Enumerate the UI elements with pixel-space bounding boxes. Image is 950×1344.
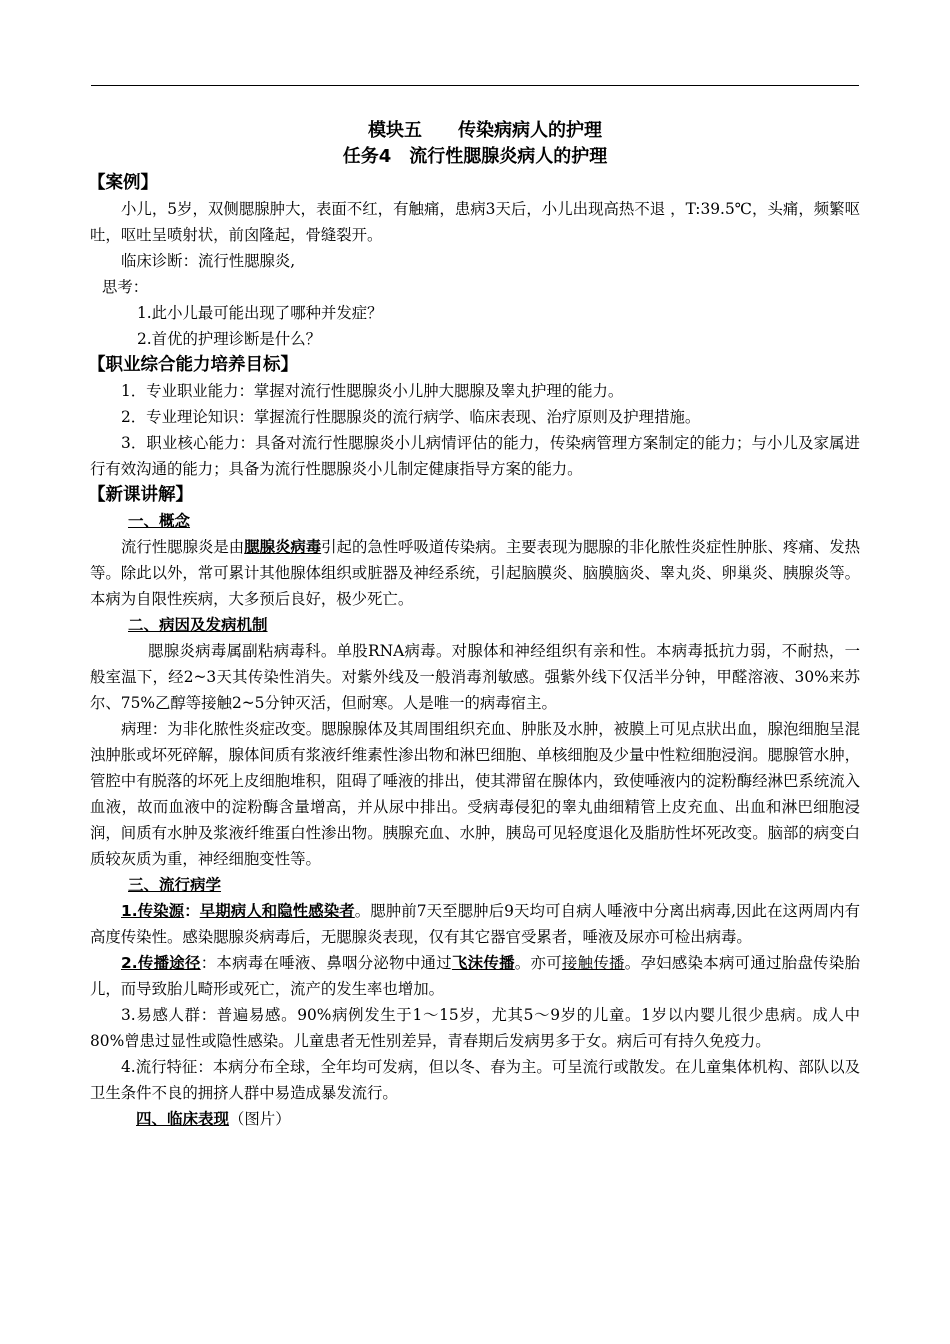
route-label: 2.传播途径 [121, 954, 201, 972]
clinical-note: （图片） [229, 1110, 291, 1128]
module-title: 模块五 传染病病人的护理 [368, 120, 602, 141]
concept-highlight: 腮腺炎病毒 [244, 538, 322, 556]
source-paragraph [90, 898, 860, 950]
pathology-paragraph: 病理：为非化脓性炎症改变。腮腺腺体及其周围组织充血、肿胀及水肿，被膜上可见点狀出血，腺泡细胞呈混浊肿胀或坏死碎解，腺体间质有浆液纤维素性渗出物和淋巴细胞、单核细胞及少量中性粒细胞浸润。腮腺管水肿，管腔中有脱落的坏死上皮细胞堆积，阻碍了唾液的排出，使其滞留在腺体内，致使唾液内的淀粉酶经淋巴系统流入血液，故而血液中的淀粉酶含量增高，并从尿中排出。受病毒侵犯的睾丸曲细精管上皮充血、出血和淋巴细胞浸润，间质有水肿及浆液纤维蛋白性渗出物。胰腺充血、水肿，胰岛可见轻度退化及脂肪性坏死改变。脑部的病变白质较灰质为重，神经细胞变性等。 [90, 720, 860, 868]
source-label: 1.传染源 [121, 902, 185, 920]
features-paragraph: 4.流行特征：本病分布全球，全年均可发病，但以冬、春为主。可呈流行或散发。在儿童集体机构、部队以及卫生条件不良的拥挤人群中易造成暴发流行。 [90, 1058, 860, 1102]
etiology-heading: 二、病因及发病机制 [128, 616, 268, 634]
route-paragraph [90, 950, 860, 1002]
source-colon: ： [184, 902, 200, 920]
goal-item-3: 3．职业核心能力：具备对流行性腮腺炎小儿病情评估的能力，传染病管理方案制定的能力；与小儿及家属进行有效沟通的能力；具备为流行性腮腺炎小儿制定健康指导方案的能力。 [90, 434, 860, 478]
route-post: 。孕妇感染本病可通过胎盘传染胎儿，而导致胎儿畸形或死亡，流产的发生率也增加。 [90, 954, 860, 998]
lesson-heading: 【新课讲解】 [88, 485, 193, 505]
epidemiology-heading: 三、流行病学 [128, 876, 222, 894]
question-1: 1.此小儿最可能出现了哪种并发症？ [137, 304, 383, 322]
susceptible-paragraph: 3.易感人群：普遍易感。90%病例发生于1～15岁，尤其5～9岁的儿童。1岁以内婴儿很少患病。成人中80%曾患过显性或隐性感染。儿童患者无性别差异，青春期后发病男多于女。病后可有持久免疫力。 [90, 1006, 860, 1050]
case-text: 小儿，5岁，双侧腮腺肿大，表面不红，有触痛，患病3天后，小儿出现高热不退 ，T:39.5℃，头痛，频繁呕吐，呕吐呈喷射状，前囟隆起，骨缝裂开。 [90, 200, 860, 244]
document-body [90, 118, 860, 1132]
source-text: 。腮肿前7天至腮肿后9天均可自病人唾液中分离出病毒,因此在这两周内有高度传染性。感染腮腺炎病毒后，无腮腺炎表现，仅有其它器官受累者，唾液及尿亦可检出病毒。 [90, 902, 860, 946]
route-mid: 。亦可 [514, 954, 562, 972]
route-highlight: 飞沫传播 [451, 954, 515, 972]
goal-item-2: 2．专业理论知识：掌握流行性腮腺炎的流行病学、临床表现、治疗原则及护理措施。 [121, 408, 701, 426]
clinical-heading: 四、临床表现 [136, 1110, 230, 1128]
goals-heading: 【职业综合能力培养目标】 [88, 355, 298, 375]
question-2: 2.首优的护理诊断是什么？ [137, 330, 321, 348]
goal-item-1: 1．专业职业能力：掌握对流行性腮腺炎小儿肿大腮腺及睾丸护理的能力。 [121, 382, 624, 400]
route-pre: ：本病毒在唾液、鼻咽分泌物中通过 [200, 954, 452, 972]
route-underline: 接触传播 [561, 954, 625, 972]
think-label: 思考： [102, 278, 149, 296]
case-heading: 【案例】 [88, 173, 158, 193]
concept-paragraph [90, 534, 860, 612]
concept-post: 引起的急性呼吸道传染病。主要表现为腮腺的非化脓性炎症性肿胀、疼痛、发热等。除此以外，常可累计其他腺体组织或脏器及神经系统，引起脑膜炎、脑膜脑炎、睾丸炎、卵巢炎、胰腺炎等。本病为自限性疾病，大多预后良好，极少死亡。 [90, 538, 860, 608]
etiology-paragraph: 腮腺炎病毒属副粘病毒科。单股RNA病毒。对腺体和神经组织有亲和性。本病毒抵抗力弱，不耐热，一般室温下，经2~3天其传染性消失。对紫外线及一般消毒剂敏感。强紫外线下仅活半分钟，甲醛溶液、30%来苏尔、75%乙醇等接触2~5分钟灭活，但耐寒。人是唯一的病毒宿主。 [90, 642, 860, 712]
source-highlight: 早期病人和隐性感染者 [199, 902, 355, 920]
case-diagnosis: 临床诊断：流行性腮腺炎, [121, 252, 296, 270]
task-title: 任务4 流行性腮腺炎病人的护理 [342, 146, 608, 167]
concept-pre: 流行性腮腺炎是由 [121, 538, 245, 556]
concept-heading: 一、概念 [128, 512, 191, 530]
header-rule [91, 85, 859, 86]
clinical-line [90, 1106, 860, 1132]
